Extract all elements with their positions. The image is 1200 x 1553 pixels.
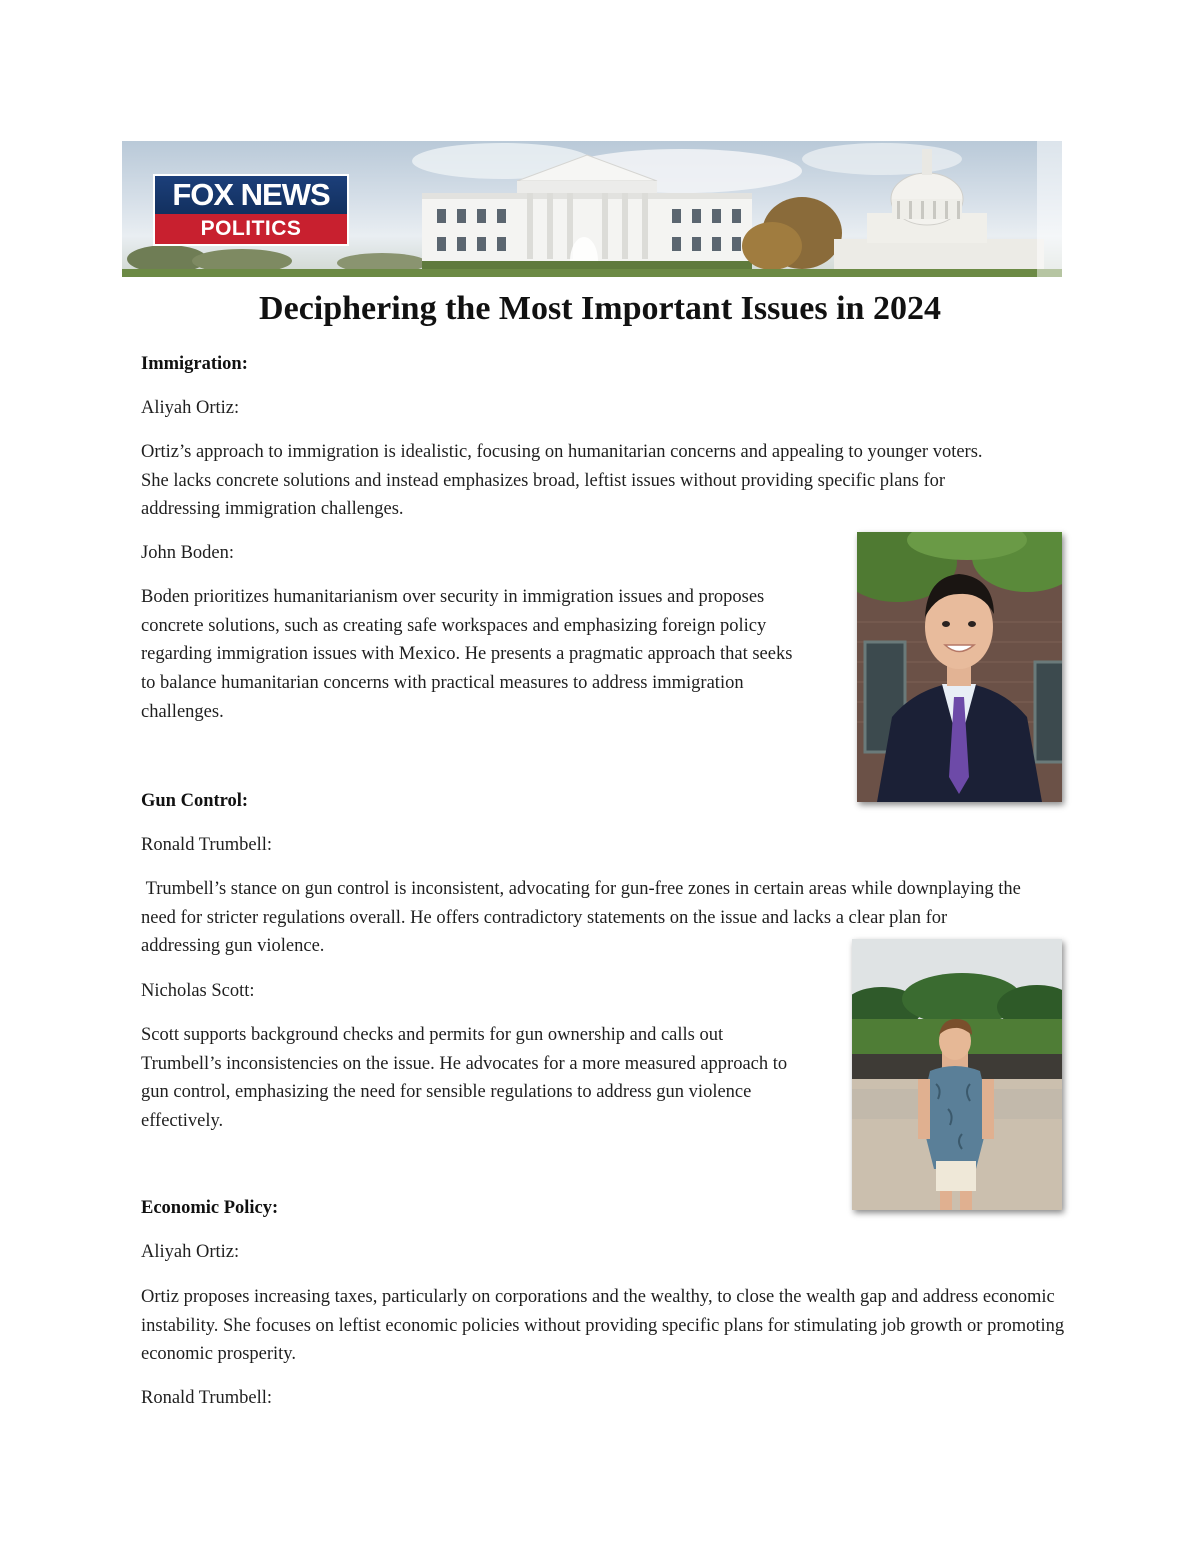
john-boden-photo [857, 532, 1062, 802]
immigration-ortiz-text: Ortiz’s approach to immigration is idealistic, focusing on humanitarian concerns and appealing to younger voters. She lacks concrete solutions and instead emphasizes broad, leftist issues without providing specific plans for addressing immigration challenges. [141, 442, 983, 520]
nicholas-scott-photo [852, 939, 1062, 1210]
gun-control-trumbell-name: Ronald Trumbell: [141, 835, 273, 855]
immigration-heading: Immigration: [141, 354, 248, 374]
immigration-ortiz-name: Aliyah Ortiz: [141, 398, 240, 418]
immigration-boden-name: John Boden: [141, 543, 235, 563]
fox-news-politics-banner [122, 141, 1062, 277]
economic-ortiz-name: Aliyah Ortiz: [141, 1242, 240, 1262]
gun-control-heading: Gun Control: [141, 791, 249, 811]
economic-ortiz-text: Ortiz proposes increasing taxes, particularly on corporations and the wealthy, to close the wealth gap and address economic instability. She focuses on leftist economic policies without providing specific plans for stimulating job growth or promoting economic prosperity. [141, 1287, 1065, 1365]
logo-fox-news-text: FOX NEWS [155, 176, 347, 214]
gun-control-scott-text: Scott supports background checks and permits for gun ownership and calls out Trumbell’s inconsistencies on the issue. He advocates for a more measured approach to gun control, emphasizing the need for sensible regulations to address gun violence effectively. [141, 1025, 788, 1132]
logo-politics-text: POLITICS [155, 214, 347, 244]
economic-policy-heading: Economic Policy: [141, 1198, 279, 1218]
gun-control-scott-name: Nicholas Scott: [141, 981, 255, 1001]
gun-control-trumbell-text: Trumbell’s stance on gun control is inconsistent, advocating for gun-free zones in certain areas while downplaying the need for stricter regulations overall. He offers contradictory statements on the issue and lacks a clear plan for addressing gun violence. [141, 879, 1026, 957]
immigration-boden-text: Boden prioritizes humanitarianism over security in immigration issues and proposes concrete solutions, such as creating safe workspaces and emphasizing foreign policy regarding immigration issues with Mexico. He presents a pragmatic approach that seeks to balance humanitarian concerns with practical measures to address immigration challenges. [141, 587, 793, 722]
fox-news-politics-logo [153, 174, 349, 246]
economic-trumbell-name: Ronald Trumbell: [141, 1388, 273, 1408]
page-title: Deciphering the Most Important Issues in 2024 [259, 290, 941, 327]
